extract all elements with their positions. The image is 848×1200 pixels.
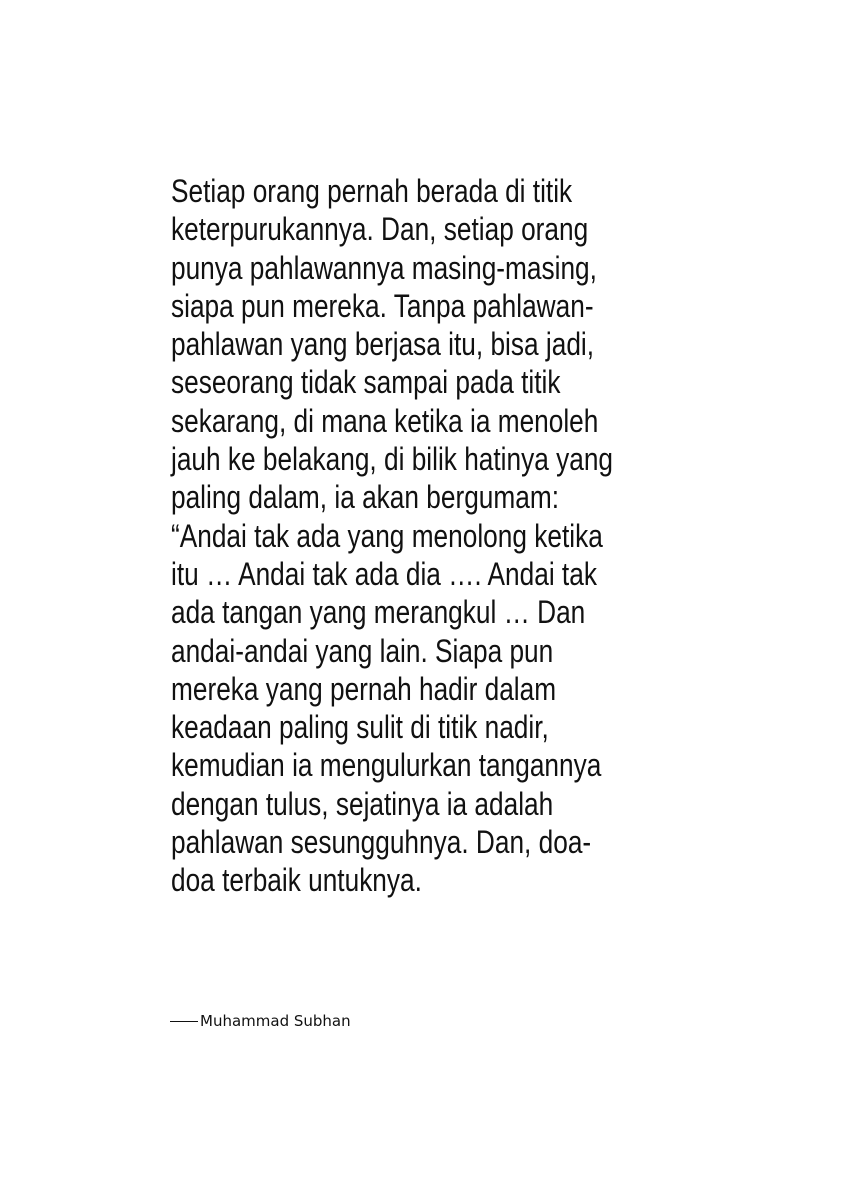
quote-line: pahlawan sesungguhnya. Dan, doa- [171,824,592,861]
quote-line: seseorang tidak sampai pada titik [171,364,561,401]
quote-line: keadaan paling sulit di titik nadir, [171,709,549,746]
quote-line: Setiap orang pernah berada di titik [171,173,573,209]
quote-line: pahlawan yang berjasa itu, bisa jadi, [171,326,595,363]
author-name: Muhammad Subhan [200,1012,351,1030]
quote-line: andai-andai yang lain. Siapa pun [171,632,554,669]
quote-line: mereka yang pernah hadir dalam [171,670,557,707]
quote-line: “Andai tak ada yang menolong ketika [171,517,603,554]
quote-line: ada tangan yang merangkul … Dan [171,594,586,631]
em-dash [170,1021,198,1022]
quote-line: siapa pun mereka. Tanpa pahlawan- [171,287,594,324]
quote-line: doa terbaik untuknya. [171,862,422,899]
quote-line: keterpurukannya. Dan, setiap orang [171,211,589,248]
quote-line: paling dalam, ia akan bergumam: [171,479,559,516]
quote-line: sekarang, di mana ketika ia menoleh [171,402,599,439]
quote-line: dengan tulus, sejatinya ia adalah [171,785,554,822]
attribution [170,1012,351,1030]
quote-line: itu … Andai tak ada dia …. Andai tak [171,555,597,592]
quote-text [171,172,791,900]
quote-line: kemudian ia mengulurkan tangannya [171,747,602,784]
quote-line: jauh ke belakang, di bilik hatinya yang [171,441,614,478]
quote-line: punya pahlawannya masing-masing, [171,249,597,286]
